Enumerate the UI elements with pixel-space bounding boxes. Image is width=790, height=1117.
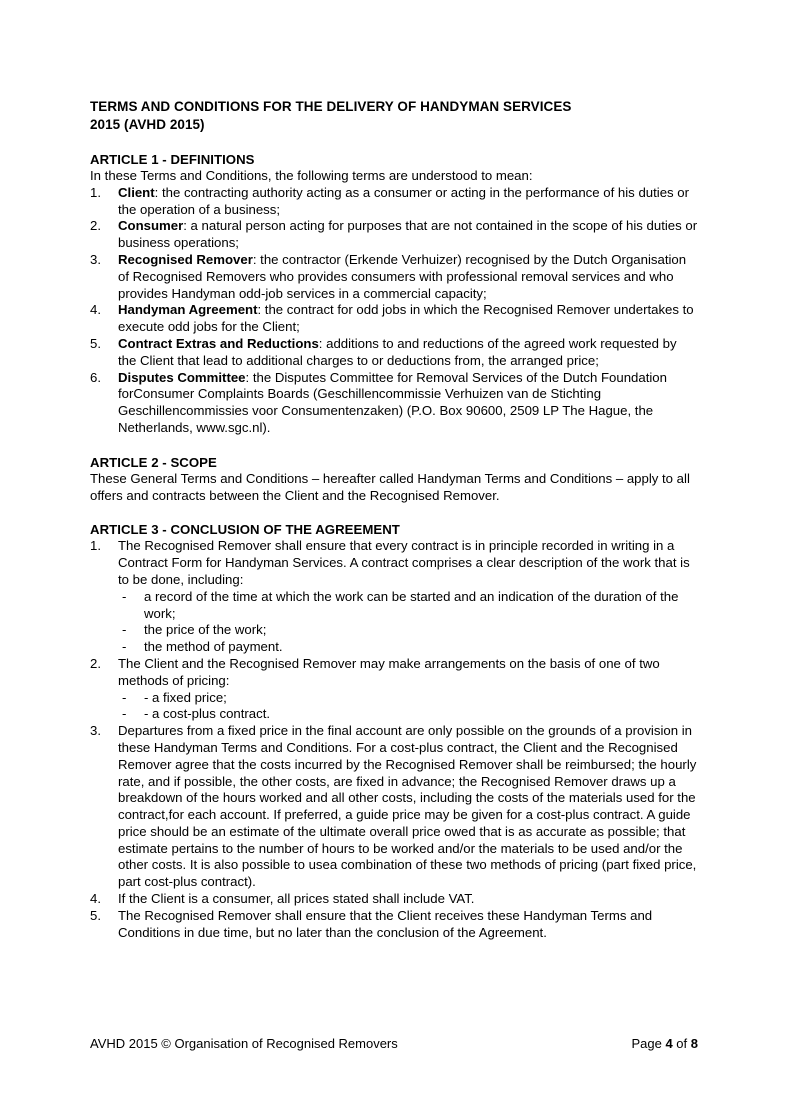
article-3-heading: ARTICLE 3 - CONCLUSION OF THE AGREEMENT [90,522,400,538]
list-marker: 2. [90,218,101,234]
article-3-conclusion [90,521,698,941]
page-footer [90,1036,698,1052]
definition-text: : the Disputes Committee for Removal Services of the Dutch Foundation forConsumer Complaints Boards (Geschillencommissie Verhuizen van de Stichting Geschillencommissies voor Consumentenzaken) (P.O. Box 90600, 2509 LP The Hague, the Netherlands, www.sgc.nl). [118,369,667,435]
dash-bullet-icon: - [122,622,127,638]
list-item [90,336,698,370]
article-1-list [90,185,698,437]
dash-bullet-icon: - [122,588,127,604]
list-marker: 5. [90,335,101,351]
definition-term: Recognised Remover [118,251,253,267]
list-marker: 2. [90,655,101,671]
article-2-heading: ARTICLE 2 - SCOPE [90,454,217,470]
sub-list-item [122,690,698,707]
sub-list-item [122,639,698,656]
definition-term: Handyman Agreement [118,302,258,318]
list-item [90,185,698,219]
article-1-heading: ARTICLE 1 - DEFINITIONS [90,152,255,167]
list-marker: 4. [90,891,101,907]
sub-list-item [122,622,698,639]
footer-page-total: 8 [690,1036,698,1051]
page-title-line-2: 2015 (AVHD 2015) [90,116,205,132]
list-marker: 1. [90,538,101,554]
list-item [90,891,698,908]
list-item-text: If the Client is a consumer, all prices stated shall include VAT. [118,891,475,907]
list-item [90,370,698,437]
list-item-text: Departures from a fixed price in the final account are only possible on the grounds of a provision in these Handyman Terms and Conditions. For a cost-plus contract, the Client and the Recognised Remover agree that the costs incurred by the Recognised Remover shall be reimbursed; the hourly rate, and if possible, the other costs, are fixed in advance; the Recognised Remover draws up a breakdown of the hours worked and all other costs, including the costs of the materials used for the contract,for each account. If preferred, a guide price may be given for a cost-plus contract. A guide price should be an estimate of the ultimate overall price owed that is as accurate as possible; that estimate pertains to the number of hours to be worked and/or the materials to be used and/or the other costs. It is also possible to usea combination of these two methods of pricing (part fixed price, part cost-plus contract). [118,723,697,890]
dash-bullet-icon: - [122,639,127,655]
article-2-paragraph: These General Terms and Conditions – hereafter called Handyman Terms and Conditions – apply to all offers and contracts between the Client and the Recognised Remover. [90,470,690,503]
list-marker: 3. [90,723,101,739]
footer-page-number [631,1036,698,1052]
list-marker: 5. [90,907,101,923]
page-title-line-1: TERMS AND CONDITIONS FOR THE DELIVERY OF HANDYMAN SERVICES [90,99,572,114]
definition-term: Contract Extras and Reductions [118,335,319,351]
list-item [90,252,698,302]
list-marker: 4. [90,302,101,318]
list-marker: 3. [90,251,101,267]
definition-term: Disputes Committee [118,369,246,385]
article-1-definitions [90,151,698,437]
definition-text: : the contracting authority acting as a consumer or acting in the performance of his duties or the operation of a business; [118,184,690,217]
page-title [90,98,698,133]
list-item-text: The Client and the Recognised Remover may make arrangements on the basis of one of two methods of pricing: [118,655,660,688]
article-3-item-1-sublist [118,589,698,656]
list-item [90,723,698,891]
sub-list-item [122,589,698,623]
sub-list-item-text: - a fixed price; [144,689,227,705]
sub-list-item-text: a record of the time at which the work can be started and an indication of the duration of the work; [144,588,679,621]
sub-list-item-text: the price of the work; [144,622,267,638]
definition-text: : the contractor (Erkende Verhuizer) recognised by the Dutch Organisation of Recognised Removers who provides consumers with professional removal services and who provides Handyman odd-job services in a commercial capacity; [118,251,687,301]
definition-term: Client [118,184,155,200]
footer-copyright: AVHD 2015 © Organisation of Recognised Removers [90,1036,398,1051]
sub-list-item-text: - a cost-plus contract. [144,706,271,722]
list-item-text: The Recognised Remover shall ensure that the Client receives these Handyman Terms and Conditions in due time, but no later than the conclusion of the Agreement. [118,907,653,940]
article-2-scope [90,454,698,505]
footer-page-joiner: of [676,1036,688,1051]
definition-text: : additions to and reductions of the agreed work requested by the Client that lead to additional charges to or deductions from, the arranged price; [118,335,677,368]
definition-text: : the contract for odd jobs in which the Recognised Remover undertakes to execute odd jobs for the Client; [118,302,694,335]
list-marker: 6. [90,369,101,385]
article-3-list [90,538,698,941]
footer-page-current: 4 [665,1036,673,1051]
list-item [90,538,698,656]
list-marker: 1. [90,184,101,200]
list-item [90,302,698,336]
dash-bullet-icon: - [122,706,127,722]
list-item [90,908,698,942]
article-3-item-2-sublist [118,690,698,724]
list-item [90,656,698,723]
dash-bullet-icon: - [122,689,127,705]
footer-page-prefix: Page [631,1036,662,1051]
definition-term: Consumer [118,218,184,234]
list-item [90,218,698,252]
document-body [90,98,698,941]
sub-list-item-text: the method of payment. [144,639,283,655]
sub-list-item [122,706,698,723]
article-1-intro: In these Terms and Conditions, the following terms are understood to mean: [90,168,533,183]
definition-text: : a natural person acting for purposes that are not contained in the scope of his duties or business operations; [118,218,698,251]
list-item-text: The Recognised Remover shall ensure that every contract is in principle recorded in writing in a Contract Form for Handyman Services. A contract comprises a clear description of the work that is to be done, including: [118,538,690,587]
